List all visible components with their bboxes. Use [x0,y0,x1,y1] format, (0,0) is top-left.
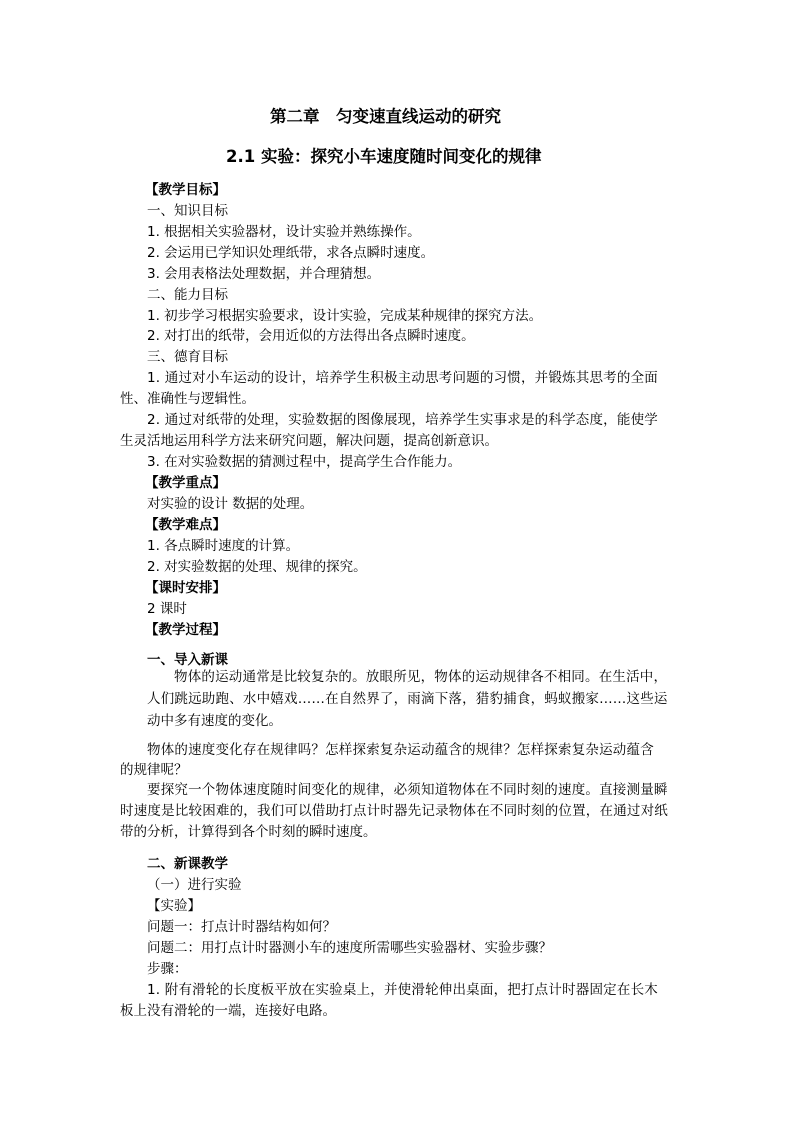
goals-heading: 【教学目标】 [145,182,226,198]
ability-heading: 二、能力目标 [147,287,228,303]
key-points-heading: 【教学重点】 [145,475,226,491]
intro-paragraph-line: 时速度是比较困难的，我们可以借助打点计时器先记录物体在不同时刻的位置，在通过对纸 [120,803,668,819]
moral-item-line: 2. 通过对纸带的处理，实验数据的图像展现，培养学生实事求是的科学态度，能使学 [147,412,658,428]
intro-paragraph-line: 物体的运动通常是比较复杂的。放眼所见，物体的运动规律各不相同。在生活中， [174,669,668,685]
schedule-heading: 【课时安排】 [145,580,226,596]
intro-paragraph-line: 人们跳远助跑、水中嬉戏……在自然界了，雨滴下落，猎豹捕食，蚂蚁搬家……这些运 [147,691,668,707]
intro-paragraph-line: 动中多有速度的变化。 [147,713,282,729]
intro-paragraph-line: 带的分析，计算得到各个时刻的瞬时速度。 [120,824,377,840]
moral-item-line: 生灵活地运用科学方法来研究问题，解决问题，提高创新意识。 [120,433,498,449]
question-one: 问题一：打点计时器结构如何？ [147,919,336,935]
step-line: 板上没有滑轮的一端，连接好电路。 [120,1003,336,1019]
intro-paragraph-line: 要探究一个物体速度随时间变化的规律，必须知道物体在不同时刻的速度。直接测量瞬 [147,782,668,798]
moral-item-line: 1. 通过对小车运动的设计，培养学生积极主动思考问题的习惯，并锻炼其思考的全面 [147,370,658,386]
steps-label: 步骤： [147,961,188,977]
intro-heading: 一、导入新课 [147,652,228,668]
difficulties-heading: 【教学难点】 [145,517,226,533]
ability-item: 1. 初步学习根据实验要求，设计实验，完成某种规律的探究方法。 [147,308,543,324]
intro-paragraph-line: 的规律呢？ [120,762,188,778]
key-points-text: 对实验的设计 数据的处理。 [147,496,314,512]
difficulty-item: 1. 各点瞬时速度的计算。 [147,538,300,554]
difficulty-item: 2. 对实验数据的处理、规律的探究。 [147,559,367,575]
knowledge-item: 2. 会运用已学知识处理纸带，求各点瞬时速度。 [147,245,435,261]
ability-item: 2. 对打出的纸带，会用近似的方法得出各点瞬时速度。 [147,328,475,344]
knowledge-item: 3. 会用表格法处理数据，并合理猜想。 [147,266,381,282]
sub-heading: （一）进行实验 [147,877,242,893]
experiment-label: 【实验】 [147,898,201,914]
section-title: 2.1 实验：探究小车速度随时间变化的规律 [226,147,542,166]
process-heading: 【教学过程】 [145,622,226,638]
knowledge-heading: 一、知识目标 [147,203,228,219]
intro-paragraph-line: 物体的速度变化存在规律吗？怎样探索复杂运动蕴含的规律？怎样探索复杂运动蕴含 [147,742,654,758]
knowledge-item: 1. 根据相关实验器材，设计实验并熟练操作。 [147,224,421,240]
new-lesson-heading: 二、新课教学 [147,856,228,872]
chapter-title: 第二章 匀变速直线运动的研究 [270,107,501,126]
question-two: 问题二：用打点计时器测小车的速度所需哪些实验器材、实验步骤？ [147,940,552,956]
moral-item-line: 性、准确性与逻辑性。 [120,391,255,407]
moral-heading: 三、德育目标 [147,349,228,365]
moral-item-line: 3. 在对实验数据的猜测过程中，提高学生合作能力。 [147,454,462,470]
step-line: 1. 附有滑轮的长度板平放在实验桌上，并使滑轮伸出桌面，把打点计时器固定在长木 [147,982,658,998]
schedule-text: 2 课时 [147,601,187,617]
